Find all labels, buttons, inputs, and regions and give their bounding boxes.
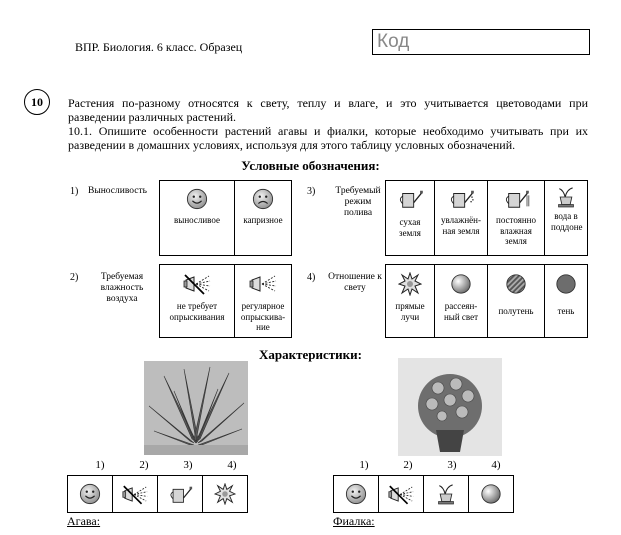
agave-answer-cell: [68, 476, 113, 512]
legend-endurance-table: [159, 180, 292, 256]
agave-answer-row: [67, 475, 248, 513]
agave-col-numbers: [78, 459, 254, 471]
code-field[interactable]: [372, 29, 590, 55]
no-spray-icon: [182, 273, 212, 295]
legend-text: регулярное опрыскива-ние: [240, 301, 286, 332]
task-text: [68, 96, 588, 152]
legend-text: капризное: [243, 215, 283, 225]
legend-group-3-number: 3): [307, 186, 316, 197]
half-shade-icon: [505, 273, 527, 295]
legend-cell-wet: [488, 181, 545, 255]
sad-icon: [252, 188, 274, 210]
task-intro: Растения по-разному относятся к свету, теплу и влаге, и это учитывается цветоводами при разведении различных растений.: [68, 96, 588, 124]
legend-group-2-number: 2): [70, 272, 79, 283]
legend-watering-table: [385, 180, 588, 256]
col-number: 3): [183, 459, 193, 471]
legend-text: прямые лучи: [395, 301, 425, 322]
tray-pot-icon: [436, 482, 456, 506]
agave-illustration: [144, 361, 248, 455]
diffuse-light-icon: [450, 273, 472, 295]
legend-light-table: [385, 264, 588, 338]
col-number: 1): [95, 459, 105, 471]
legend-text: рассеян-ный свет: [443, 301, 479, 322]
direct-sun-icon: [214, 483, 236, 505]
violet-answer-cell: [379, 476, 424, 512]
col-number: 2): [139, 459, 149, 471]
no-spray-icon: [387, 484, 415, 505]
legend-text: сухая земля: [399, 217, 421, 238]
violet-answer-row: [333, 475, 514, 513]
legend-cell-shade: [545, 265, 587, 337]
legend-text: вода в поддоне: [551, 211, 583, 232]
legend-group-3-label: Требуемый режим полива: [335, 186, 381, 218]
legend-title: Условные обозначения:: [241, 158, 380, 173]
col-number: 3): [447, 459, 457, 471]
legend-text: увлажнён-ная земля: [441, 215, 481, 236]
legend-cell-half-shade: [488, 265, 545, 337]
legend-cell-spray: [235, 265, 291, 337]
no-spray-icon: [121, 484, 149, 505]
legend-group-4-number: 4): [307, 272, 316, 283]
legend-group-4-label: Отношение к свету: [328, 272, 382, 293]
dry-watering-can-icon: [167, 484, 193, 505]
legend-group-2-label: Требуемая влажность воздуха: [100, 272, 144, 304]
legend-text: не требует опрыскивания: [169, 301, 225, 322]
legend-cell-moist: [435, 181, 488, 255]
smile-icon: [345, 483, 367, 505]
legend-cell-hardy: [160, 181, 235, 255]
violet-label: Фиалка:: [333, 514, 375, 528]
direct-sun-icon: [398, 272, 422, 296]
legend-cell-direct: [386, 265, 435, 337]
col-number: 1): [359, 459, 369, 471]
violet-col-numbers: [342, 459, 518, 471]
agave-answer-cell: [203, 476, 247, 512]
col-number: 2): [403, 459, 413, 471]
code-label: Код: [377, 31, 410, 52]
agave-photo: [144, 361, 248, 455]
legend-cell-diffuse: [435, 265, 488, 337]
diffuse-light-icon: [480, 483, 502, 505]
violet-photo: [398, 358, 502, 456]
legend-cell-no-spray: [160, 265, 235, 337]
agave-answer-cell: [158, 476, 203, 512]
shade-icon: [555, 273, 577, 295]
col-number: 4): [491, 459, 501, 471]
task-question: 10.1. Опишите особенности растений агавы и фиалки, которые необходимо учитывать при их разведении в домашних условиях, используя для этого таблицу условных обозначений.: [68, 124, 588, 152]
legend-text: постоянно влажная земля: [496, 215, 536, 246]
task-number-badge: 10: [24, 89, 50, 115]
spray-icon: [248, 273, 278, 295]
legend-text: выносливое: [174, 215, 220, 225]
agave-label: Агава:: [67, 514, 101, 528]
col-number: 4): [227, 459, 237, 471]
wet-watering-can-icon: [502, 188, 530, 210]
legend-text: полутень: [498, 306, 534, 316]
violet-illustration: [398, 358, 502, 456]
legend-cell-dry: [386, 181, 435, 255]
legend-cell-capricious: [235, 181, 291, 255]
smile-icon: [186, 188, 208, 210]
legend-group-1-number: 1): [70, 186, 79, 197]
legend-cell-tray: [545, 181, 587, 255]
characteristics-title: Характеристики:: [259, 347, 362, 362]
violet-answer-cell: [469, 476, 513, 512]
violet-answer-cell: [334, 476, 379, 512]
legend-group-1-label: Выносливость: [88, 186, 147, 196]
legend-humidity-table: [159, 264, 292, 338]
tray-pot-icon: [556, 185, 576, 209]
moist-watering-can-icon: [447, 188, 475, 210]
violet-answer-cell: [424, 476, 469, 512]
legend-text: тень: [557, 306, 575, 316]
dry-watering-can-icon: [396, 188, 424, 210]
page-title: ВПР. Биология. 6 класс. Образец: [75, 40, 243, 54]
smile-icon: [79, 483, 101, 505]
agave-answer-cell: [113, 476, 158, 512]
